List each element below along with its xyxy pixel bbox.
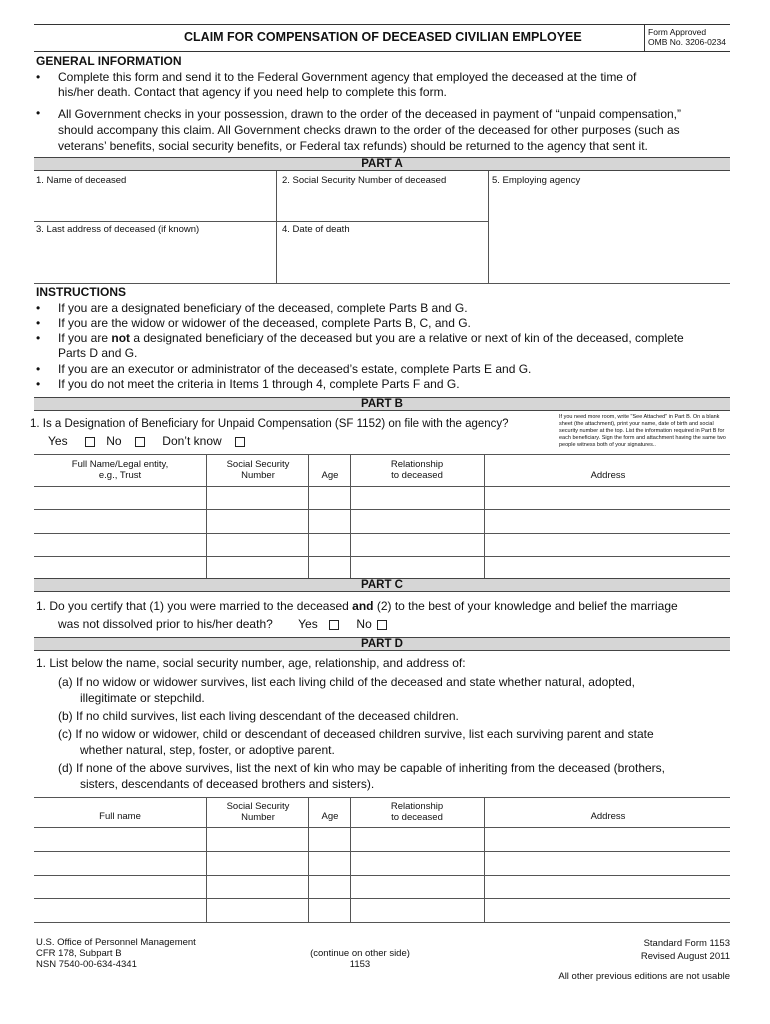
footer-form-number: 1153 [349,959,371,970]
table-col-divider [308,454,309,578]
part-a-divider [276,171,277,283]
part-c-q-pre: 1. Do you certify that (1) you were married to the deceased [36,599,353,613]
form-approved-text: Form Approved [648,27,707,37]
part-d-item-a-line-1: (a) If no widow or widower survives, list each living child of the deceased and state whether natural, adopted, [58,675,635,689]
part-d-col-address: Address [590,811,626,822]
form-title: CLAIM FOR COMPENSATION OF DECEASED CIVILIAN EMPLOYEE [184,30,582,44]
table-col-divider [206,797,207,922]
date-of-death-field[interactable] [282,224,482,280]
part-b-no-checkbox[interactable] [135,437,145,447]
part-b-yes-label: Yes [48,434,68,448]
part-c-no-checkbox[interactable] [377,620,387,630]
footer-editions: All other previous editions are not usable [558,971,730,982]
bullet: • [36,377,41,391]
part-b-dont-know-label: Don’t know [162,434,222,448]
table-row-divider [34,875,730,876]
part-d-col-ssn [208,801,308,823]
ssn-of-deceased-field[interactable] [282,175,482,219]
part-d-col-ssn-line-1: Social Security [226,801,290,812]
name-of-deceased-field[interactable] [36,175,272,219]
title-divider [644,25,645,51]
last-address-label: 3. Last address of deceased (if known) [36,224,200,235]
part-d-item-a-line-2: illegitimate or stepchild. [80,691,205,705]
table-row-divider [34,509,730,510]
part-c-q-post: (2) to the best of your knowledge and belief the marriage [373,599,678,613]
part-d-header: PART D [34,637,730,651]
part-d-item-b: (b) If no child survives, list each living descendant of the deceased children. [58,709,459,723]
part-c-yes-label: Yes [298,617,318,631]
part-b-col-address: Address [590,470,626,481]
footer-nsn: NSN 7540-00-634-4341 [36,959,137,970]
table-row-divider [34,898,730,899]
part-d-col-rel-line-2: to deceased [391,812,443,823]
part-b-col-ssn [208,459,308,481]
part-d-items [58,674,738,792]
ssn-of-deceased-label: 2. Social Security Number of deceased [282,175,447,186]
part-a-bottom-rule [34,283,730,284]
part-c-q-line-2: was not dissolved prior to his/her death? [58,617,273,631]
form-title-bar [34,24,730,52]
part-b-yes-checkbox[interactable] [85,437,95,447]
footer-continue: (continue on other side) [310,948,410,959]
table-row-divider [34,486,730,487]
part-c-q-bold: and [352,599,374,613]
table-row-divider [34,827,730,828]
part-c-question-line-1 [36,597,736,615]
part-a-divider [488,171,489,283]
general-bullet-1-line-2: his/her death. Contact that agency if you need help to complete this form. [58,85,447,99]
bullet: • [36,316,41,330]
name-of-deceased-label: 1. Name of deceased [36,175,127,186]
part-b-header: PART B [34,397,730,411]
part-d-col-name: Full name [99,811,141,822]
part-b-note: If you need more room, write "See Attached" in Part B. On a blank sheet (the attachment), print your name, date of birth and social security number at the top. List the information required in Part B for each beneficiary. Sign the form and attachment having the same two people witness both of your signatures.. [559,414,726,448]
part-c-yes-checkbox[interactable] [329,620,339,630]
part-b-col-name-line-2: e.g., Trust [98,470,142,481]
instruction-3-line-1 [58,331,738,346]
general-bullet-2-line-1: All Government checks in your possession, drawn to the order of the deceased in payment of “unpaid compensation,” [58,107,682,121]
part-d-item-d-line-1: (d) If none of the above survives, list the next of kin who may be capable of inheriting from the deceased (brothers, [58,761,665,775]
instruction-2: If you are the widow or widower of the deceased, complete Parts B, C, and G. [58,316,471,330]
footer-left [36,937,196,970]
general-bullet-1-line-1: Complete this form and send it to the Federal Government agency that employed the deceased at the time of [58,70,637,84]
part-c-question-line-2 [36,615,736,633]
part-d-item-c-line-1: (c) If no widow or widower, child or descendant of deceased children survive, list each surviving parent and state [58,727,654,741]
footer-standard-form: Standard Form 1153 [643,938,730,949]
general-bullet-1 [58,70,738,100]
table-bottom-rule [34,922,730,923]
bullet: • [36,301,41,315]
part-c-question-1 [36,597,736,633]
part-b-no-label: No [106,434,122,448]
employing-agency-label: 5. Employing agency [492,175,581,186]
instruction-3-post: a designated beneficiary of the deceased but you are a relative or next of kin of the deceased, complete [130,331,684,345]
table-col-divider [350,454,351,578]
table-row-divider [34,556,730,557]
bullet: • [36,70,41,84]
part-b-col-ssn-line-2: Number [241,470,275,481]
part-d-item-d-line-2: sisters, descendants of deceased brothers and sisters). [80,777,375,791]
part-d-col-age: Age [321,811,339,822]
table-col-divider [350,797,351,922]
part-b-dont-know-checkbox[interactable] [235,437,245,447]
bullet: • [36,331,41,345]
instruction-4: If you are an executor or administrator of the deceased’s estate, complete Parts E and G. [58,362,532,376]
table-row-divider [34,851,730,852]
part-b-question-1: 1. Is a Designation of Beneficiary for Unpaid Compensation (SF 1152) on file with the agency? [30,418,509,430]
footer-revised: Revised August 2011 [640,951,730,962]
part-b-col-relationship [352,459,482,481]
part-b-table-top [34,454,730,455]
table-col-divider [484,454,485,578]
bullet: • [36,362,41,376]
part-d-col-rel-line-1: Relationship [390,801,444,812]
instruction-3-pre: If you are [58,331,112,345]
part-b-col-name-line-1: Full Name/Legal entity, [71,459,169,470]
part-a-header: PART A [34,157,730,171]
bullet: • [36,106,41,120]
table-col-divider [308,797,309,922]
part-b-col-ssn-line-1: Social Security [226,459,290,470]
part-d-question-1: 1. List below the name, social security number, age, relationship, and address of: [36,656,466,670]
instruction-5: If you do not meet the criteria in Items 1 through 4, complete Parts F and G. [58,377,460,391]
part-b-col-rel-line-2: to deceased [391,470,443,481]
instruction-3-line-2: Parts D and G. [58,346,138,360]
employing-agency-field[interactable] [492,175,728,279]
last-address-field[interactable] [36,224,272,280]
footer-center [280,948,440,970]
instruction-3-bold: not [111,331,131,345]
table-row-divider [34,533,730,534]
general-bullet-2 [58,106,738,154]
omb-block [648,27,726,47]
date-of-death-label: 4. Date of death [282,224,350,235]
part-c-no-label: No [356,617,372,631]
part-b-col-rel-line-1: Relationship [390,459,444,470]
instructions-heading: INSTRUCTIONS [36,285,126,299]
footer-cfr: CFR 178, Subpart B [36,948,122,959]
part-a-row-divider [34,221,488,222]
part-d-col-ssn-line-2: Number [241,812,275,823]
general-bullet-2-line-3: veterans’ benefits, social security benefits, or Federal tax refunds) should be returned to the agency that sent it. [58,139,648,153]
part-b-answers [48,434,245,449]
footer-opm: U.S. Office of Personnel Management [36,937,196,948]
instruction-1: If you are a designated beneficiary of the deceased, complete Parts B and G. [58,301,468,315]
table-col-divider [206,454,207,578]
part-b-col-name [34,459,206,481]
omb-number: OMB No. 3206-0234 [648,37,726,47]
general-info-heading: GENERAL INFORMATION [36,54,182,68]
general-bullet-2-line-2: should accompany this claim. All Government checks drawn to the order of the deceased for other purposes (such as [58,123,680,137]
instruction-3 [58,331,738,361]
table-col-divider [484,797,485,922]
part-d-col-relationship [352,801,482,823]
part-b-col-age: Age [321,470,339,481]
part-d-item-c-line-2: whether natural, step, foster, or adoptive parent. [80,743,335,757]
part-c-header: PART C [34,578,730,592]
part-d-table-top [34,797,730,798]
footer-right [560,937,730,963]
